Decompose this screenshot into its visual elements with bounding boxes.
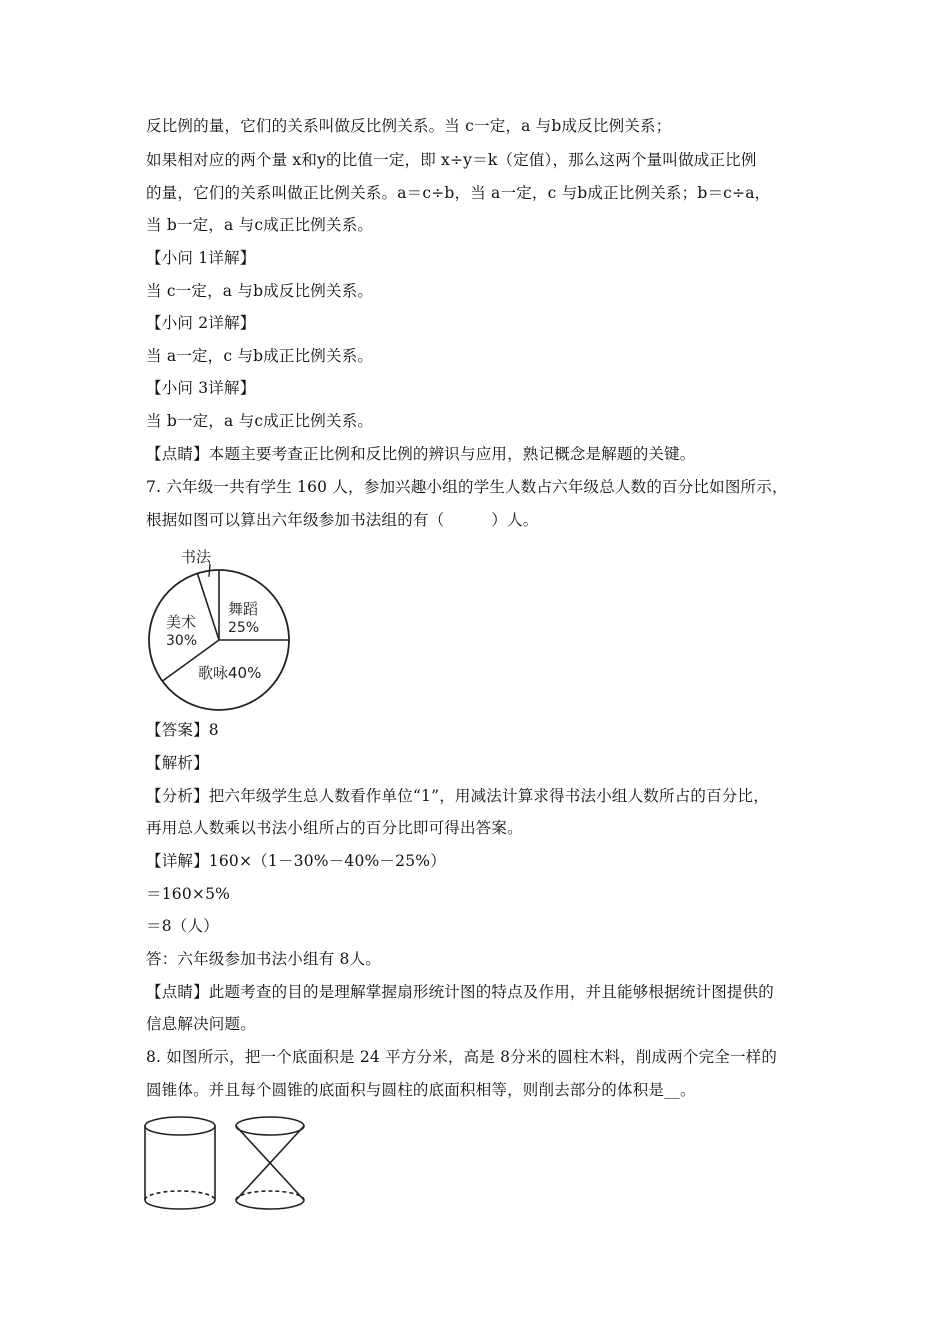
slice-label: 舞蹈 bbox=[228, 600, 259, 618]
text-line: 根据如图可以算出六年级参加书法组的有（ ）人。 bbox=[146, 511, 539, 529]
text-line: ＝160×5% bbox=[146, 885, 231, 903]
text-line: 【点睛】此题考查的目的是理解掌握扇形统计图的特点及作用，并且能够根据统计图提供的 bbox=[146, 983, 775, 1001]
text-line: 反比例的量，它们的关系叫做反比例关系。当 c一定，a 与b成反比例关系； bbox=[146, 117, 672, 135]
text-line: 【详解】160×（1－30%－40%－25%） bbox=[146, 852, 446, 870]
text-line: 信息解决问题。 bbox=[146, 1015, 256, 1033]
text-line: 当 b一定，a 与c成正比例关系。 bbox=[146, 412, 374, 430]
double-cone-shape bbox=[236, 1117, 304, 1209]
text-line: 再用总人数乘以书法小组所占的百分比即可得出答案。 bbox=[146, 819, 523, 837]
text-line: 答：六年级参加书法小组有 8人。 bbox=[146, 950, 381, 968]
slice-label: 美术 bbox=[166, 613, 197, 631]
text-line: 的量，它们的关系叫做正比例关系。a＝c÷b，当 a一定，c 与b成正比例关系；b＝c÷a， bbox=[146, 184, 771, 202]
question-7: 7. 六年级一共有学生 160 人，参加兴趣小组的学生人数占六年级总人数的百分比如图所示， bbox=[146, 478, 788, 496]
pie-chart-figure bbox=[148, 542, 298, 716]
section-heading: 【解析】 bbox=[146, 754, 209, 772]
answer-line: 【答案】8 bbox=[146, 721, 219, 739]
pie-chart bbox=[148, 542, 298, 712]
cylinder-cone-figure bbox=[138, 1108, 328, 1222]
text-line: 圆锥体。并且每个圆锥的底面积与圆柱的底面积相等，则削去部分的体积是__。 bbox=[146, 1081, 696, 1099]
text-line: 【分析】把六年级学生总人数看作单位“1”，用减法计算求得书法小组人数所占的百分比， bbox=[146, 787, 769, 805]
text-line: 当 a一定，c 与b成正比例关系。 bbox=[146, 347, 374, 365]
cylinder-shape bbox=[145, 1117, 215, 1209]
text-line: 当 c一定，a 与b成反比例关系。 bbox=[146, 282, 374, 300]
slice-value-label: 25% bbox=[228, 620, 260, 636]
text-line: 当 b一定，a 与c成正比例关系。 bbox=[146, 216, 374, 234]
slice-label: 歌咏40% bbox=[198, 664, 262, 682]
section-heading: 【小问 1详解】 bbox=[146, 249, 256, 267]
slice-value-label: 30% bbox=[166, 633, 198, 649]
section-heading: 【小问 3详解】 bbox=[146, 379, 256, 397]
section-heading: 【小问 2详解】 bbox=[146, 314, 256, 332]
slice-label: 书法 bbox=[181, 548, 212, 566]
cylinder-cone-drawing bbox=[138, 1108, 328, 1218]
text-line: 【点睛】本题主要考查正比例和反比例的辨识与应用，熟记概念是解题的关键。 bbox=[146, 445, 696, 463]
question-8: 8. 如图所示，把一个底面积是 24 平方分米，高是 8分米的圆柱木料，削成两个完全一样的 bbox=[146, 1048, 778, 1066]
text-line: ＝8（人） bbox=[146, 917, 219, 935]
text-line: 如果相对应的两个量 x和y的比值一定，即 x÷y＝k（定值），那么这两个量叫做成正比例 bbox=[146, 151, 757, 169]
